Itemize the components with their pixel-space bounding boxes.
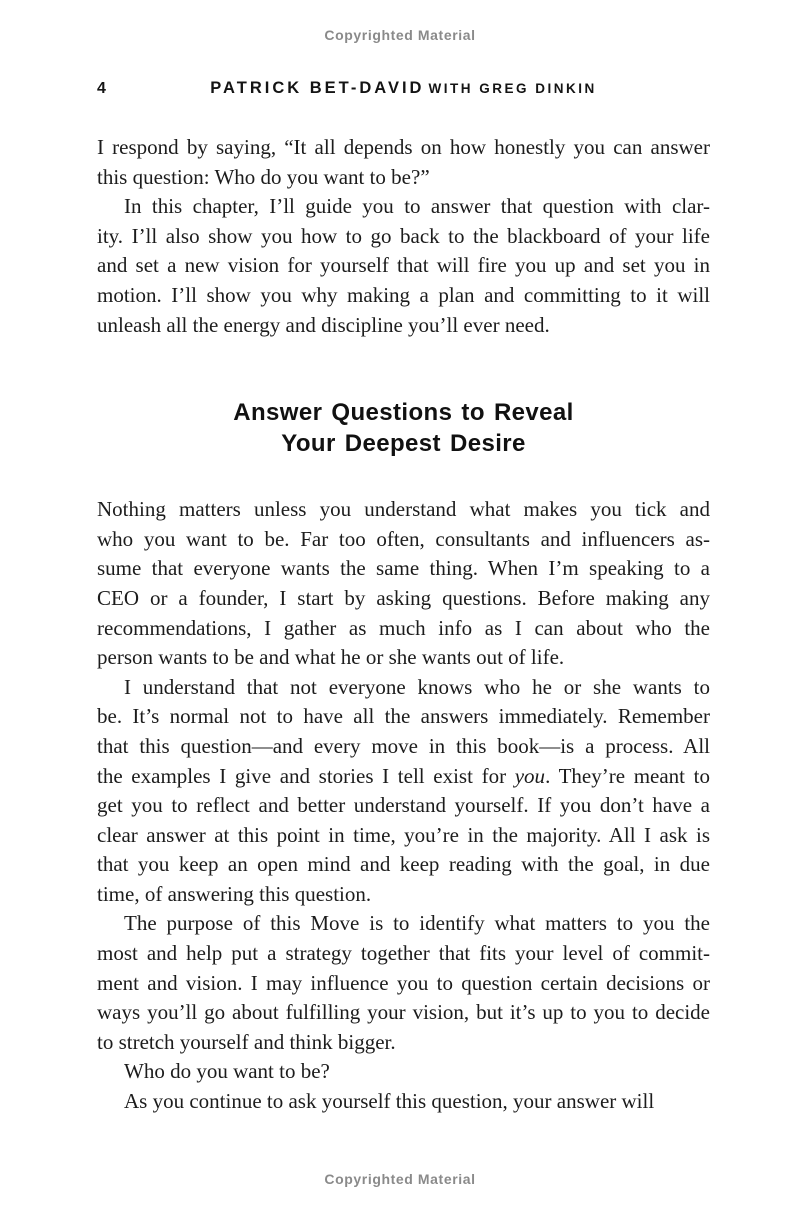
text-line: In this chapter, I’ll guide you to answer that question with clar-	[124, 194, 710, 219]
text-line: clear answer at this point in time, you’re in the majority. All I ask is	[97, 822, 710, 847]
text-line: that you keep an open mind and keep reading with the goal, in due	[97, 852, 710, 877]
paragraph	[97, 495, 710, 673]
text-line: that this question—and every move in this book—is a process. All	[97, 733, 710, 758]
section-heading	[97, 397, 710, 459]
text-line: Who do you want to be?	[124, 1059, 330, 1084]
text-line: ity. I’ll also show you how to go back to the blackboard of your life	[97, 223, 710, 248]
text-line: and set a new vision for yourself that will fire you up and set you in	[97, 253, 710, 278]
paragraph	[97, 133, 710, 192]
copyright-notice-top: Copyrighted Material	[324, 27, 476, 43]
running-header	[97, 79, 710, 98]
text-line: who you want to be. Far too often, consultants and influencers as-	[97, 526, 710, 551]
text-line: I respond by saying, “It all depends on how honestly you can answer	[97, 135, 710, 159]
text-line: most and help put a strategy together that fits your level of commit-	[97, 941, 710, 966]
text-line: As you continue to ask yourself this question, your answer will	[124, 1089, 655, 1114]
text-line: the examples I give and stories I tell exist for you. They’re meant to	[97, 763, 710, 788]
text-line: time, of answering this question.	[97, 881, 372, 906]
running-header-title	[97, 79, 710, 98]
author-name: PATRICK BET-DAVID	[210, 79, 425, 97]
page-number: 4	[97, 80, 107, 97]
text-line: this question: Who do you want to be?”	[97, 164, 430, 189]
text-line: sume that everyone wants the same thing. When I’m speaking to a	[97, 556, 710, 581]
text-line: unleash all the energy and discipline you’ll ever need.	[97, 312, 550, 337]
text-block-section	[97, 495, 710, 1116]
text-line: recommendations, I gather as much info as I can about who the	[97, 615, 710, 640]
text-line: person wants to be and what he or she wants out of life.	[97, 645, 565, 670]
text-line: to stretch yourself and think bigger.	[97, 1029, 396, 1054]
section-heading-line-2: Your Deepest Desire	[281, 430, 526, 458]
paragraph	[97, 909, 710, 1057]
text-line: get you to reflect and better understand yourself. If you don’t have a	[97, 793, 710, 818]
body-text	[97, 133, 710, 1117]
text-line: be. It’s normal not to have all the answers immediately. Remember	[97, 704, 710, 729]
paragraph	[97, 192, 710, 340]
text-line: motion. I’ll show you why making a plan and committing to it will	[97, 282, 710, 307]
paragraph	[97, 1057, 710, 1087]
text-line: I understand that not everyone knows who he or she wants to	[124, 674, 710, 699]
text-line: ment and vision. I may influence you to question certain decisions or	[97, 970, 710, 995]
text-line: The purpose of this Move is to identify what matters to you the	[124, 911, 710, 936]
paragraph	[97, 1087, 710, 1117]
text-line: Nothing matters unless you understand what makes you tick and	[97, 497, 710, 522]
text-block-intro	[97, 133, 710, 340]
paragraph	[97, 673, 710, 910]
text-line: ways you’ll go about fulfilling your vision, but it’s up to you to decide	[97, 1000, 710, 1025]
section-heading-line-1: Answer Questions to Reveal	[233, 399, 574, 427]
copyright-notice-bottom: Copyrighted Material	[324, 1171, 476, 1187]
text-line: CEO or a founder, I start by asking questions. Before making any	[97, 585, 710, 610]
coauthor-name: WITH GREG DINKIN	[428, 81, 597, 96]
